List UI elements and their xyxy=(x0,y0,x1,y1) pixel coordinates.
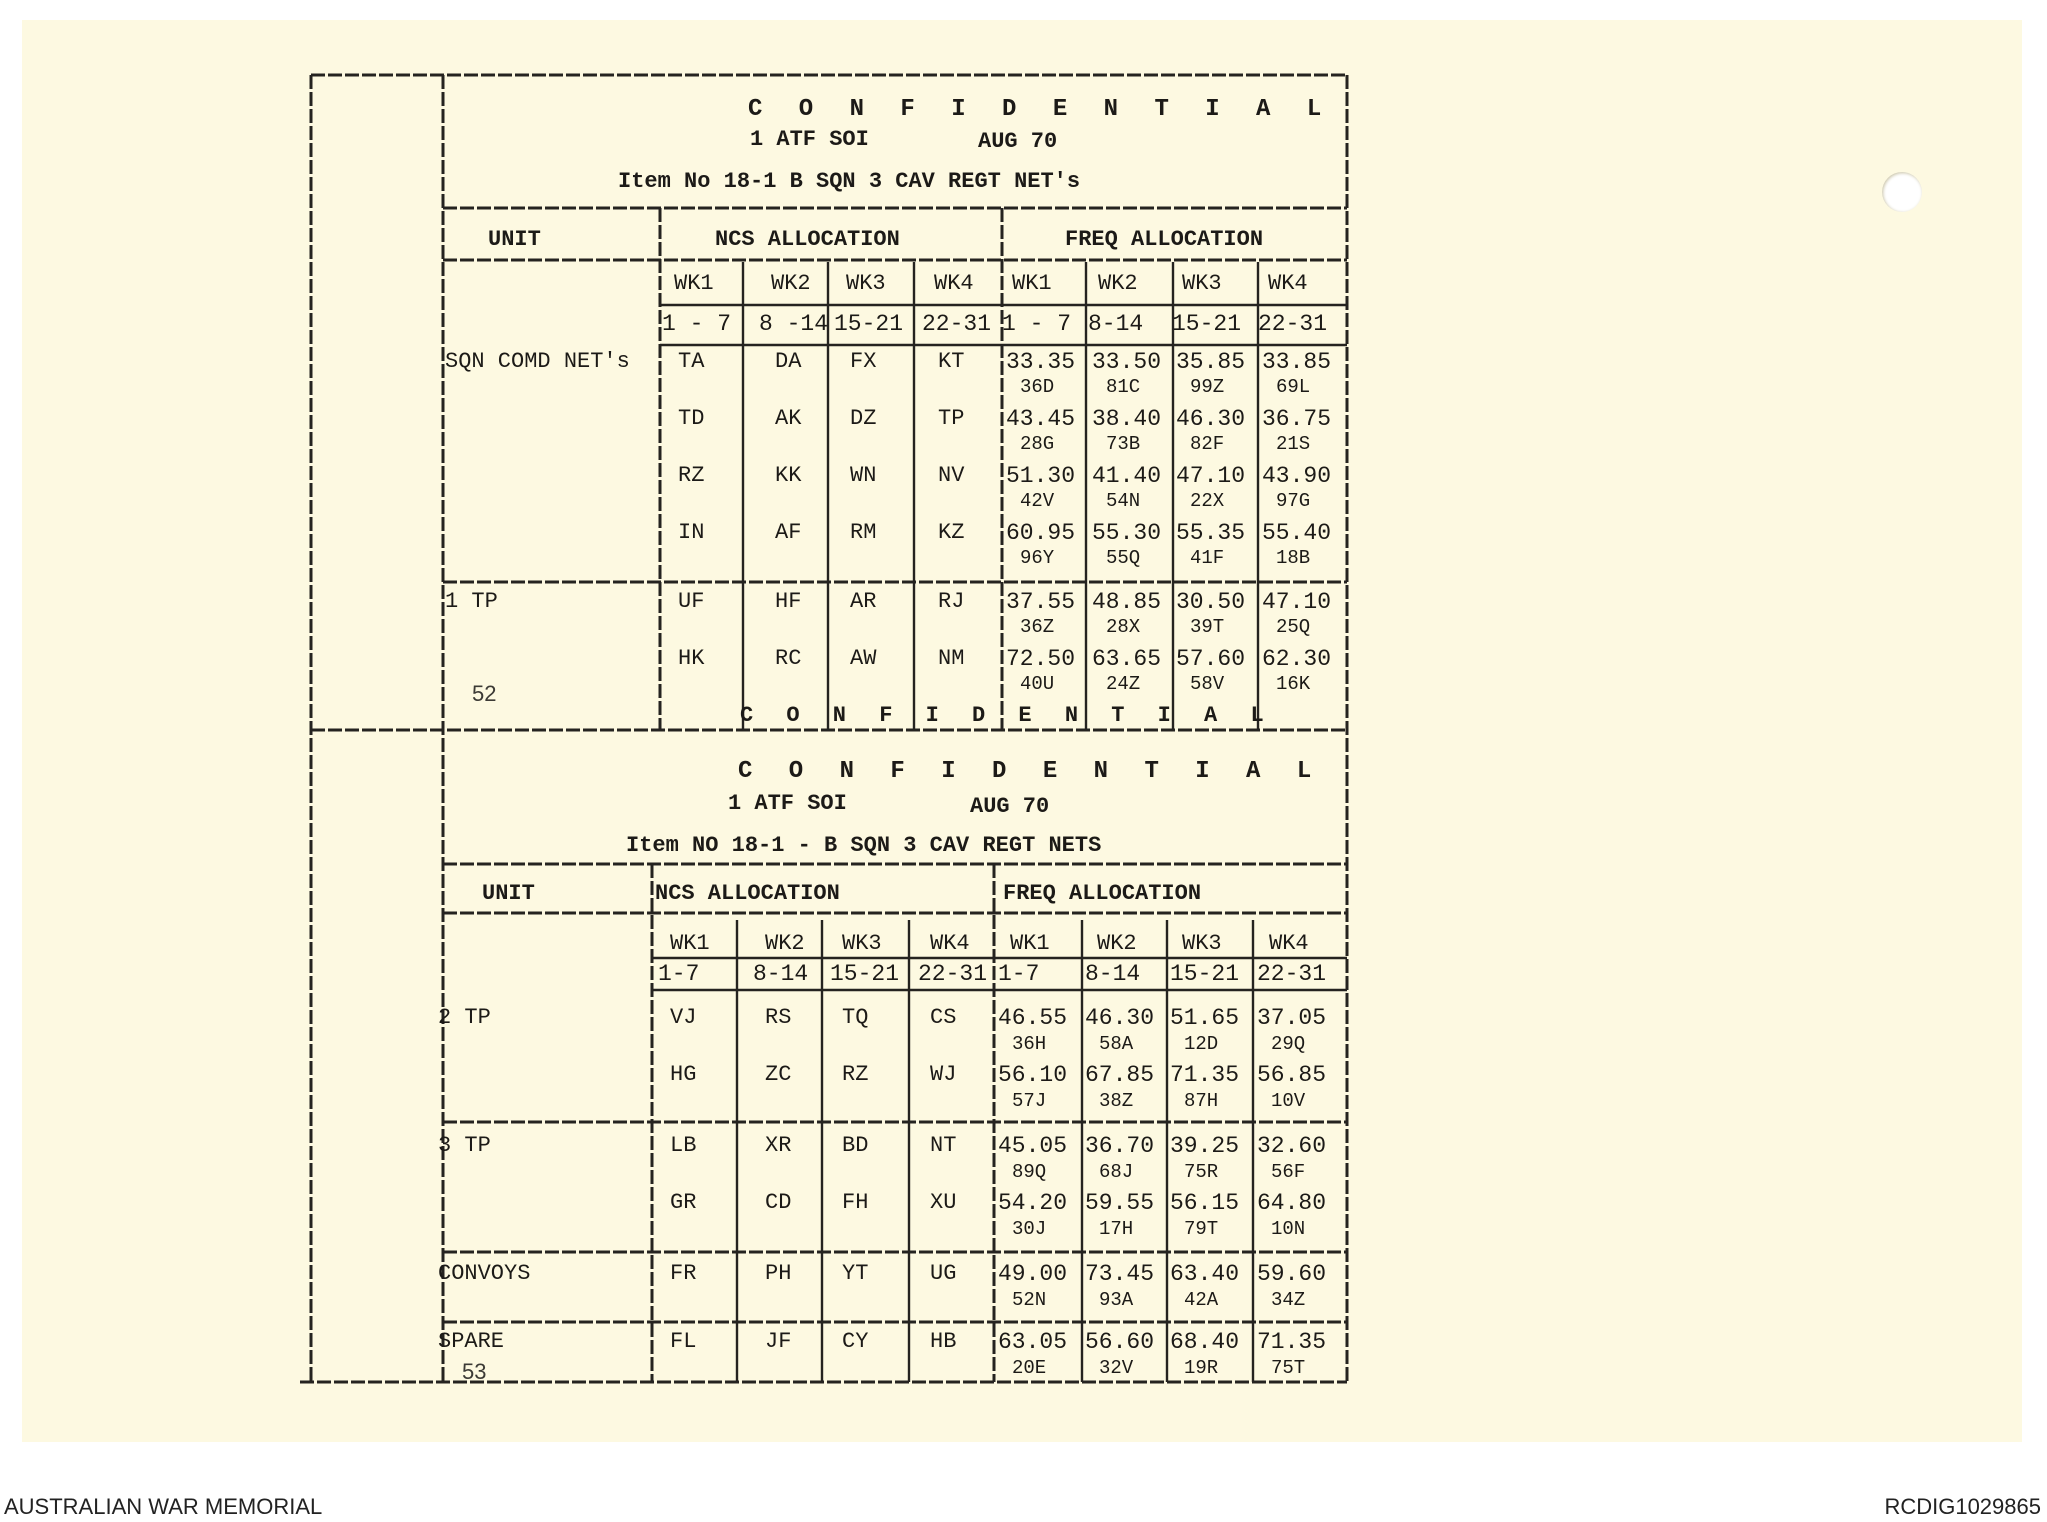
card2-freq-code: 10N xyxy=(1271,1218,1306,1240)
card1-freq-code: 16K xyxy=(1276,673,1311,695)
card2-frequency: 54.20 xyxy=(998,1190,1068,1216)
card2-freq-code: 10V xyxy=(1271,1090,1306,1112)
card2-ncs-callsign: XU xyxy=(930,1190,957,1215)
card1-freq-code: 40U xyxy=(1020,673,1055,695)
card1-freq-week: WK4 xyxy=(1268,271,1308,296)
card2-ncs-callsign: CS xyxy=(930,1005,957,1030)
card2-freq-range: 8-14 xyxy=(1085,961,1141,987)
card1-ncs-callsign: TA xyxy=(678,349,705,374)
card2-freq-code: 38Z xyxy=(1099,1090,1134,1112)
card1-freq-week: WK3 xyxy=(1182,271,1222,296)
card2-freq-code: 56F xyxy=(1271,1161,1306,1183)
card1-ncs-callsign: RJ xyxy=(938,589,965,614)
card1-ncs-callsign: DZ xyxy=(850,406,877,431)
card1-freq-code: 96Y xyxy=(1020,547,1055,569)
card1-frequency: 43.45 xyxy=(1006,406,1076,432)
card2-freq-code: 36H xyxy=(1012,1033,1047,1055)
card2-ncs-callsign: WJ xyxy=(930,1062,957,1087)
card1-frequency: 35.85 xyxy=(1176,349,1246,375)
card1-freq-code: 39T xyxy=(1190,616,1225,638)
card1-date: AUG 70 xyxy=(978,129,1058,154)
card2-freq-range: 22-31 xyxy=(1257,961,1327,987)
card2-frequency: 68.40 xyxy=(1170,1329,1240,1355)
card2-frequency: 71.35 xyxy=(1257,1329,1327,1355)
card1-frequency: 60.95 xyxy=(1006,520,1076,546)
card1-ncs-week: WK3 xyxy=(846,271,886,296)
card2-freq-code: 57J xyxy=(1012,1090,1047,1112)
card1-ncs-callsign: RC xyxy=(775,646,802,671)
card2-frequency: 59.55 xyxy=(1085,1190,1155,1216)
card1-frequency: 33.35 xyxy=(1006,349,1076,375)
card1-ncs-callsign: NM xyxy=(938,646,965,671)
card2-freq-code: 87H xyxy=(1184,1090,1219,1112)
card2-unit-name: 2 TP xyxy=(438,1005,491,1030)
card2-frequency: 45.05 xyxy=(998,1133,1068,1159)
card2-freq-code: 34Z xyxy=(1271,1289,1306,1311)
card2-item: Item NO 18-1 - B SQN 3 CAV REGT NETS xyxy=(626,833,1102,858)
card1-ncs-callsign: DA xyxy=(775,349,802,374)
card2-ncs-callsign: XR xyxy=(765,1133,792,1158)
card2-unit-header: UNIT xyxy=(482,881,535,906)
card1-soi: 1 ATF SOI xyxy=(750,127,869,152)
card1-frequency: 51.30 xyxy=(1006,463,1076,489)
card2-frequency: 36.70 xyxy=(1085,1133,1155,1159)
card2-ncs-callsign: UG xyxy=(930,1261,957,1286)
card1-unit-name: SQN COMD NET's xyxy=(445,349,630,374)
card2-freq-code: 32V xyxy=(1099,1357,1134,1379)
card2-ncs-callsign: RZ xyxy=(842,1062,869,1087)
card2-ncs-callsign: FL xyxy=(670,1329,697,1354)
card2-ncs-callsign: LB xyxy=(670,1133,697,1158)
card1-freq-code: 28X xyxy=(1106,616,1141,638)
card2-freq-code: 20E xyxy=(1012,1357,1047,1379)
card1-freq-range: 1 - 7 xyxy=(1002,311,1072,337)
card2-heading: C O N F I D E N T I A L xyxy=(738,758,1323,785)
card1-page-number: 52 xyxy=(472,681,497,706)
card2-unit-name: CONVOYS xyxy=(438,1261,531,1286)
card1-freq-code: 41F xyxy=(1190,547,1225,569)
card1-freq-code: 42V xyxy=(1020,490,1055,512)
card2-freq-code: 42A xyxy=(1184,1289,1219,1311)
card2-ncs-callsign: VJ xyxy=(670,1005,697,1030)
card1-item: Item No 18-1 B SQN 3 CAV REGT NET's xyxy=(618,169,1081,194)
card1-unit-name: 1 TP xyxy=(445,589,498,614)
card1-ncs-callsign: FX xyxy=(850,349,877,374)
card2-freq-code: 75R xyxy=(1184,1161,1219,1183)
card1-freq-range: 15-21 xyxy=(1172,311,1242,337)
card2-ncs-callsign: BD xyxy=(842,1133,869,1158)
card1-ncs-callsign: RM xyxy=(850,520,877,545)
card1-frequency: 36.75 xyxy=(1262,406,1332,432)
card1-frequency: 55.40 xyxy=(1262,520,1332,546)
card1-ncs-callsign: AF xyxy=(775,520,802,545)
card2-ncs-callsign: ZC xyxy=(765,1062,792,1087)
card2-freq-code: 68J xyxy=(1099,1161,1134,1183)
card2-ncs-callsign: TQ xyxy=(842,1005,869,1030)
card2-freq-header: FREQ ALLOCATION xyxy=(1003,881,1202,906)
card1-freq-code: 21S xyxy=(1276,433,1311,455)
card2-frequency: 46.55 xyxy=(998,1005,1068,1031)
card1-freq-code: 25Q xyxy=(1276,616,1311,638)
card2-frequency: 39.25 xyxy=(1170,1133,1240,1159)
card1-ncs-callsign: WN xyxy=(850,463,877,488)
card1-ncs-callsign: HK xyxy=(678,646,705,671)
card1-ncs-callsign: AK xyxy=(775,406,802,431)
card1-freq-code: 73B xyxy=(1106,433,1141,455)
archive-footer xyxy=(0,1442,2047,1522)
card2-freq-week: WK4 xyxy=(1269,931,1309,956)
card1-ncs-callsign: KK xyxy=(775,463,802,488)
card2-freq-range: 1-7 xyxy=(998,961,1040,987)
card2-ncs-week: WK2 xyxy=(765,931,805,956)
card1-heading: C O N F I D E N T I A L xyxy=(748,96,1333,123)
card2-frequency: 49.00 xyxy=(998,1261,1068,1287)
card1-ncs-range: 8 -14 xyxy=(759,311,829,337)
card1-ncs-range: 15-21 xyxy=(834,311,904,337)
card1-ncs-callsign: TP xyxy=(938,406,965,431)
card1-unit-header: UNIT xyxy=(488,227,541,252)
card1-freq-code: 97G xyxy=(1276,490,1311,512)
card1-freq-week: WK1 xyxy=(1012,271,1052,296)
card1-footer-mark: C O N F I D E N T I A L xyxy=(740,703,1274,728)
card2-freq-code: 12D xyxy=(1184,1033,1219,1055)
card1-frequency: 62.30 xyxy=(1262,646,1332,672)
card2-unit-name: 3 TP xyxy=(438,1133,491,1158)
footer-archive-name: AUSTRALIAN WAR MEMORIAL xyxy=(4,1494,323,1519)
card2-ncs-callsign: FH xyxy=(842,1190,869,1215)
card1-freq-code: 58V xyxy=(1190,673,1225,695)
card2-freq-code: 58A xyxy=(1099,1033,1134,1055)
card2-freq-code: 17H xyxy=(1099,1218,1134,1240)
card1-freq-code: 36D xyxy=(1020,376,1055,398)
card2-ncs-callsign: CD xyxy=(765,1190,792,1215)
card1-ncs-range: 22-31 xyxy=(922,311,992,337)
card1-frequency: 41.40 xyxy=(1092,463,1162,489)
card2-ncs-range: 1-7 xyxy=(658,961,700,987)
card1-ncs-callsign: KT xyxy=(938,349,965,374)
card2-ncs-callsign: GR xyxy=(670,1190,697,1215)
card2-frequency: 59.60 xyxy=(1257,1261,1327,1287)
card1-freq-code: 36Z xyxy=(1020,616,1055,638)
card1-freq-code: 18B xyxy=(1276,547,1311,569)
card1-frequency: 43.90 xyxy=(1262,463,1332,489)
card1-ncs-callsign: NV xyxy=(938,463,965,488)
card2-freq-code: 75T xyxy=(1271,1357,1306,1379)
card1-ncs-callsign: AR xyxy=(850,589,877,614)
card2-ncs-week: WK4 xyxy=(930,931,970,956)
card2-freq-code: 19R xyxy=(1184,1357,1219,1379)
card2-freq-code: 52N xyxy=(1012,1289,1047,1311)
card1-frequency: 46.30 xyxy=(1176,406,1246,432)
card2-frequency: 63.40 xyxy=(1170,1261,1240,1287)
card1-ncs-callsign: AW xyxy=(850,646,877,671)
card2-page-number: 53 xyxy=(462,1359,487,1384)
card1-freq-code: 69L xyxy=(1276,376,1311,398)
card1-freq-code: 99Z xyxy=(1190,376,1225,398)
card2-frequency: 51.65 xyxy=(1170,1005,1240,1031)
card2-frequency: 71.35 xyxy=(1170,1062,1240,1088)
card2-freq-code: 93A xyxy=(1099,1289,1134,1311)
card2-freq-code: 89Q xyxy=(1012,1161,1047,1183)
card1-freq-code: 22X xyxy=(1190,490,1225,512)
card1-ncs-week: WK1 xyxy=(674,271,714,296)
card2-freq-range: 15-21 xyxy=(1170,961,1240,987)
card1-frequency: 47.10 xyxy=(1262,589,1332,615)
card1-frequency: 48.85 xyxy=(1092,589,1162,615)
card1-ncs-callsign: UF xyxy=(678,589,705,614)
card2-ncs-callsign: PH xyxy=(765,1261,792,1286)
card1-ncs-callsign: HF xyxy=(775,589,802,614)
card2-frequency: 63.05 xyxy=(998,1329,1068,1355)
card2-frequency: 46.30 xyxy=(1085,1005,1155,1031)
card2-soi: 1 ATF SOI xyxy=(728,791,847,816)
card2-freq-code: 30J xyxy=(1012,1218,1047,1240)
card1-ncs-callsign: IN xyxy=(678,520,705,545)
card1-freq-range: 22-31 xyxy=(1258,311,1328,337)
card2-ncs-callsign: CY xyxy=(842,1329,869,1354)
card1-frequency: 37.55 xyxy=(1006,589,1076,615)
card2-ncs-callsign: JF xyxy=(765,1329,792,1354)
card2-freq-week: WK2 xyxy=(1097,931,1137,956)
card1-frequency: 72.50 xyxy=(1006,646,1076,672)
card2-ncs-callsign: YT xyxy=(842,1261,869,1286)
card2-frequency: 37.05 xyxy=(1257,1005,1327,1031)
card1-ncs-header: NCS ALLOCATION xyxy=(715,227,900,252)
card2-freq-week: WK1 xyxy=(1010,931,1050,956)
card1-freq-code: 28G xyxy=(1020,433,1055,455)
card1-freq-header: FREQ ALLOCATION xyxy=(1065,227,1264,252)
card1-frequency: 57.60 xyxy=(1176,646,1246,672)
card1-frequency: 55.30 xyxy=(1092,520,1162,546)
card2-frequency: 56.15 xyxy=(1170,1190,1240,1216)
card1-freq-code: 54N xyxy=(1106,490,1141,512)
card2-freq-week: WK3 xyxy=(1182,931,1222,956)
card2-ncs-callsign: NT xyxy=(930,1133,957,1158)
card2-frequency: 64.80 xyxy=(1257,1190,1327,1216)
card1-freq-week: WK2 xyxy=(1098,271,1138,296)
card1-frequency: 30.50 xyxy=(1176,589,1246,615)
card2-ncs-week: WK1 xyxy=(670,931,710,956)
card1-frequency: 38.40 xyxy=(1092,406,1162,432)
card2-ncs-callsign: HB xyxy=(930,1329,957,1354)
card2-frequency: 32.60 xyxy=(1257,1133,1327,1159)
card2-ncs-header: NCS ALLOCATION xyxy=(655,881,840,906)
card1-ncs-callsign: RZ xyxy=(678,463,705,488)
card2-ncs-callsign: RS xyxy=(765,1005,792,1030)
card2-frequency: 73.45 xyxy=(1085,1261,1155,1287)
card1-ncs-week: WK2 xyxy=(771,271,811,296)
card1-frequency: 63.65 xyxy=(1092,646,1162,672)
card2-freq-code: 79T xyxy=(1184,1218,1219,1240)
card2-date: AUG 70 xyxy=(970,794,1050,819)
card2-ncs-week: WK3 xyxy=(842,931,882,956)
card1-freq-code: 82F xyxy=(1190,433,1225,455)
card2-freq-code: 29Q xyxy=(1271,1033,1306,1055)
card2-ncs-range: 8-14 xyxy=(753,961,809,987)
card2-frequency: 67.85 xyxy=(1085,1062,1155,1088)
card2-ncs-callsign: HG xyxy=(670,1062,697,1087)
card2-frequency: 56.10 xyxy=(998,1062,1068,1088)
card2-ncs-range: 22-31 xyxy=(918,961,988,987)
card1-frequency: 33.50 xyxy=(1092,349,1162,375)
card1-freq-range: 8-14 xyxy=(1088,311,1144,337)
footer-record-id: RCDIG1029865 xyxy=(1884,1494,2041,1519)
card1-freq-code: 81C xyxy=(1106,376,1141,398)
card2-frequency: 56.60 xyxy=(1085,1329,1155,1355)
card2-frequency: 56.85 xyxy=(1257,1062,1327,1088)
card1-freq-code: 55Q xyxy=(1106,547,1141,569)
card1-frequency: 47.10 xyxy=(1176,463,1246,489)
card2-unit-name: SPARE xyxy=(438,1329,505,1354)
card2-ncs-callsign: FR xyxy=(670,1261,697,1286)
card1-ncs-range: 1 - 7 xyxy=(662,311,732,337)
card1-ncs-week: WK4 xyxy=(934,271,974,296)
card1-ncs-callsign: KZ xyxy=(938,520,965,545)
card2-ncs-range: 15-21 xyxy=(830,961,900,987)
card1-frequency: 55.35 xyxy=(1176,520,1246,546)
card1-frequency: 33.85 xyxy=(1262,349,1332,375)
card1-freq-code: 24Z xyxy=(1106,673,1141,695)
card1-ncs-callsign: TD xyxy=(678,406,705,431)
